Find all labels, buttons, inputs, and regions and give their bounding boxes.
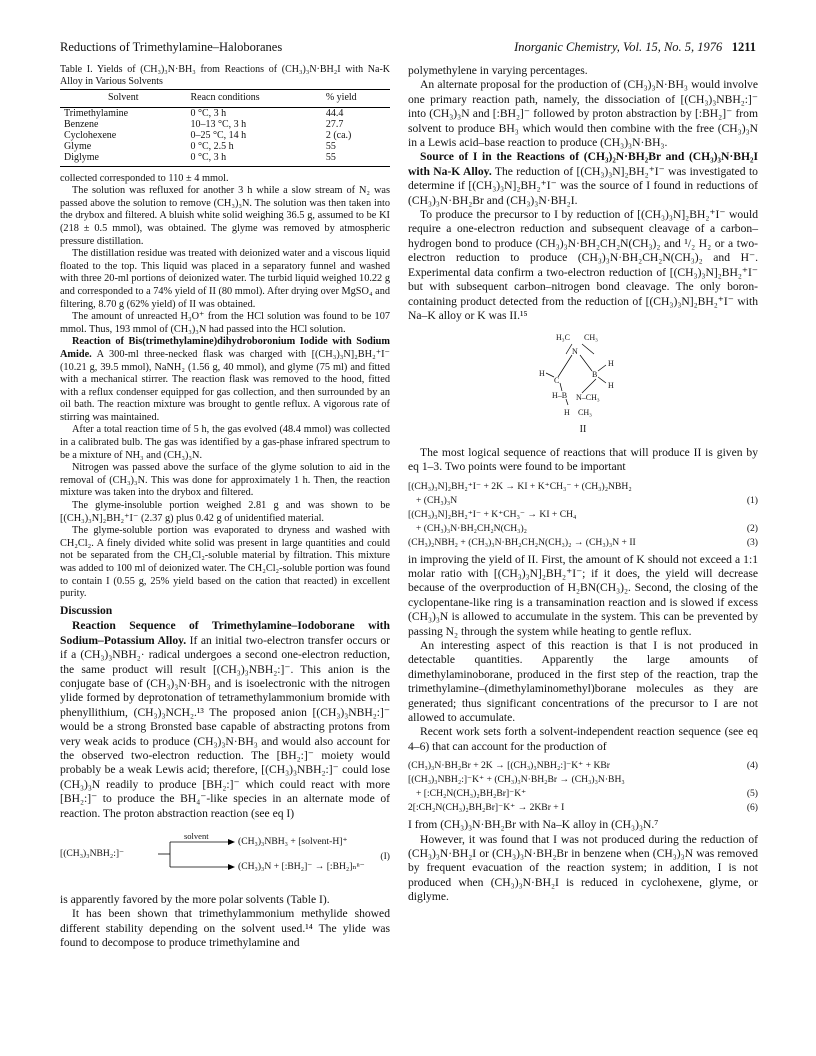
equation-2-number: (2)	[746, 522, 758, 534]
scheme-reactant: [(CH₃)₃NBH₂:]⁻	[60, 848, 125, 860]
section-heading-source: Source of I in the Reactions of (CH₃)₂N·BH₂Br and (CH₃)₃N·BH₂I with Na-K Alloy.	[408, 150, 758, 178]
atom-h3c: H₃C	[556, 333, 570, 343]
table-cell: 27.7	[325, 118, 344, 130]
structure-label: II	[579, 424, 587, 436]
right-column	[408, 64, 758, 905]
table-cell: 0 °C, 3 h	[186, 152, 321, 167]
paragraph: Nitrogen was passed above the surface of the glyme solution to aid in the removal of (CH₃)₃N. This was done for approximately 1 h. Then, the reaction mixture was taken into the drybox and filtered.	[60, 462, 390, 499]
table-cell: 55	[322, 152, 390, 167]
left-column	[60, 64, 390, 951]
source-text: The reduction of [(CH₃)₃N]₂BH₂⁺I⁻ was investigated to determine if [(CH₃)₃N]₂BH₂⁺I⁻ was the source of I found in reductions of (CH₃)₃N·BH₂Br and (CH₃)₃N·BH₂I.	[408, 164, 758, 207]
paragraph: The glyme-soluble portion was evaporated to dryness and washed with CH₂Cl₂. A finely divided white solid was present in large quantities and could not be separated from the CH₂Cl₂-soluble material by filtration. This mixture was added to 100 ml of deionized water. The CH₂Cl₂-soluble portion was found to contain I (0.55 g, 25% yield based on the cation that reacted) in excellent purity.	[60, 525, 390, 600]
paragraph: in improving the yield of II. First, the amount of K should not exceed a 1:1 molar ratio with [(CH₃)₃N]₂BH₂⁺I⁻; if it does, the yield will decrease because of the overproduction of H₂BN(CH₃)₂. Second, the closing of the cyclopentane-like ring is a transamination reaction and is slowed if excess (CH₃)₃N is allowed to accumulate in the system. This can be prevented by passing N₂ through the system while heating to gentle reflux.	[408, 552, 758, 638]
atom-n-bottom: N–CH₃	[576, 393, 600, 403]
atom-ch3-top: CH₃	[584, 333, 598, 343]
table-cell: Cyclohexene	[64, 129, 117, 141]
yields-table	[60, 89, 390, 167]
paragraph: Recent work sets forth a solvent-independent reaction sequence (see eq 4–6) that can account for the production of	[408, 725, 758, 753]
equation-2b	[408, 523, 758, 535]
table-row	[60, 130, 390, 141]
equation-2	[408, 509, 758, 521]
discussion-heading: Discussion	[60, 603, 113, 617]
table-cell: Diglyme	[60, 152, 186, 167]
equation-1-number: (1)	[746, 494, 758, 506]
paragraph: is apparently favored by the more polar solvents (Table I).	[60, 893, 330, 907]
equation-5-line-a: [(CH₃)₃NBH₂:]⁻K⁺ + (CH₃)₃N·BH₂Br → (CH₃)₃N·BH₃	[408, 774, 625, 786]
table-cell: 2 (ca.)	[325, 129, 352, 141]
journal-volume: Vol. 15, No. 5, 1976	[623, 40, 723, 54]
atom-n-top: N	[572, 347, 578, 357]
table-row	[60, 141, 390, 152]
table-cell: Glyme	[64, 140, 92, 152]
paragraph: polymethylene in varying percentages.	[408, 64, 588, 77]
paragraph: An alternate proposal for the production of (CH₃)₃N·BH₃ would involve one primary reaction path, namely, the dissociation of [(CH₃)₃NBH₂:]⁻ into (CH₃)₃N and [:BH₂]⁻ followed by proton abstraction by [:BH₂]⁻ from solvent to produce BH₃ which would then combine with the free (CH₃)₃N in a Lewis acid–base reaction to produce (CH₃)₃N·BH₃.	[408, 78, 758, 150]
table-header-row	[60, 90, 390, 108]
atom-h-right-bottom: H	[608, 381, 614, 391]
paragraph: The amount of unreacted H₃O⁺ from the HCl solution was found to be 107 mmol. Thus, 193 mmol of (CH₃)₃N had passed into the HCl solution.	[60, 311, 390, 335]
table-row	[60, 107, 390, 119]
equation-6-number: (6)	[746, 802, 758, 814]
paragraph: An interesting aspect of this reaction is that I is not produced in detectable quantities. Apparently the large amounts of dimethylaminoborane, produced in the first step of the reaction, trap the trimethylamine–(dimethylaminomethyl)borane molecules as they are generated; thus significant concentrations of the precursor to I are not allowed to accumulate.	[408, 638, 758, 724]
reaction-scheme-I	[60, 831, 390, 885]
equation-6-line: 2[:CH₂N(CH₃)₂BH₂Br]⁻K⁺ → 2KBr + I	[408, 802, 565, 814]
table-header-solvent: Solvent	[60, 90, 186, 108]
paragraph: However, it was found that I was not produced during the reduction of (CH₃)₃N·BH₂I or (CH₃)₃N·BH₂Br in benzene when (CH₃)₃N was removed by frequent evacuation of the reaction system; in addition, I is not produced when (CH₃)₃N·BH₂I is reduced in cyclohexene, glyme, or diglyme.	[408, 832, 758, 904]
table-header-yield: % yield	[322, 90, 390, 108]
table-header-conditions: Reacn conditions	[186, 90, 321, 108]
section-heading-amide: Reaction of Bis(trimethylamine)dihydroboronium Iodide with Sodium Amide.	[60, 336, 390, 360]
section-heading-sequence: Reaction Sequence of Trimethylamine–Iodoborane with Sodium–Potassium Alloy.	[60, 619, 390, 647]
table-cell: 0 °C, 2.5 h	[190, 140, 234, 152]
paragraph: To produce the precursor to I by reduction of [(CH₃)₃N]₂BH₂⁺I⁻ would require a one-electron reduction and subsequent cleavage of a carbon–hydrogen bond to produce (CH₃)₃N·BH₂CH₂N(CH₃)₂ and ¹/₂ H₂ or a two-electron reduction to produce (CH₃)₃N·BH₂CH₂N(CH₃)₂ and H⁻. Experimental data confirm a two-electron reduction of [(CH₃)₃N]₂BH₂⁺I⁻ but with subsequent carbon–nitrogen bond cleavage. The only boron-containing product detected from the reduction of [(CH₃)₃N]₂BH₂⁺I⁻ with Na–K alloy or K was II.¹⁵	[408, 208, 758, 322]
equations-1-3	[408, 481, 758, 549]
table-cell: Benzene	[64, 118, 99, 130]
equations-4-6	[408, 760, 758, 814]
equation-1b	[408, 495, 758, 507]
table-cell: 44.4	[325, 107, 344, 119]
running-title: Reductions of Trimethylamine–Haloboranes	[60, 40, 283, 54]
paragraph: The solution was refluxed for another 3 h while a slow stream of N₂ was passed above the solution to remove (CH₃)₃N. The solution was then taken into the drybox and filtered. A bluish white solid weighing 36.5 g, assumed to be KI (218 ± 0.5 mmol), was obtained. The glyme was removed by atmospheric pressure distillation.	[60, 185, 390, 247]
table-cell: 0 °C, 3 h	[190, 107, 227, 119]
discussion-text: If an initial two-electron transfer occurs or if a (CH₃)₃NBH₂· radical undergoes a second one-electron reduction, the same product will result [(CH₃)₃NBH₂:]⁻. This anion is the conjugate base of (CH₃)₃N·BH₃ and is isoelectronic with the nitrogen ylide formed by deprotonation of tetramethylammonium bromide with phenyllithium, (CH₃)₃NCH₂.¹³ The proposed anion [(CH₃)₃NBH₂:]⁻ would be a strong Bronsted base capable of abstracting protons from very weak acids to produce (CH₃)₃N·BH₃ and would also account for the observed two-electron reduction. The [BH₂:]⁻ moiety would probably be a weak Lewis acid; therefore, [(CH₃)₃NBH₂:]⁻ could lose (CH₃)₃N readily to produce [BH₂:]⁻ which could react with more [BH₂:]⁻ to produce the BH₄⁻-like species in an alternate mode of reaction. The proton abstraction reaction (see eq I)	[60, 633, 390, 820]
atom-c: C	[554, 376, 560, 386]
equation-5-number: (5)	[746, 788, 758, 800]
scheme-solvent-label: solvent	[184, 831, 209, 842]
source-paragraph	[408, 150, 758, 208]
atom-h-bottom: H	[564, 408, 570, 418]
equation-2-line-b: + (CH₃)₃N·BH₂CH₂N(CH₃)₂	[416, 522, 528, 534]
paragraph: The distillation residue was treated with deionized water and a viscous liquid floated to the top. This liquid was placed in a separatory funnel and washed with three 20-ml portions of deionized water. The turbid liquid weighed 10.22 g and corresponded to a 74% yield of II (80 mmol). After drying over MgSO₄ and filtering, 8.70 g (62% yield) of II was obtained.	[60, 248, 390, 310]
table-row	[60, 119, 390, 130]
equation-1	[408, 481, 758, 493]
discussion-paragraph	[60, 619, 390, 821]
table-cell: 10–13 °C, 3 h	[190, 118, 247, 130]
equation-4-number: (4)	[746, 760, 758, 772]
table-cell: Trimethylamine	[64, 107, 129, 119]
equation-1-line-a: [(CH₃)₃N]₂BH₂⁺I⁻ + 2K → KI + K⁺CH₃⁻ + (CH₃)₂NBH₂	[408, 480, 632, 492]
atom-hb: H–B	[552, 391, 568, 401]
atom-h-left: H	[539, 369, 545, 379]
equation-3-number: (3)	[746, 536, 758, 548]
table-row	[60, 152, 390, 167]
journal-name: Inorganic Chemistry,	[514, 40, 623, 54]
equation-5-line-b: + [:CH₂N(CH₃)₂BH₂Br]⁻K⁺	[416, 788, 527, 800]
paragraph: After a total reaction time of 5 h, the gas evolved (48.4 mmol) was collected in a calibrated bulb. The gas was identified by a gas-phase infrared spectrum to be a mixture of NH₃ and (CH₃)₃N.	[60, 424, 390, 461]
page-number: 1211	[731, 40, 756, 54]
paragraph: I from (CH₃)₃N·BH₂Br with Na–K alloy in (CH₃)₃N.⁷	[408, 818, 659, 832]
amide-text: A 300-ml three-necked flask was charged with [(CH₃)₃N]₂BH₂⁺I⁻ (10.21 g, 39.5 mmol), NaNH₂ (1.56 g, 40 mmol), and glyme (75 ml) and fitted with a mechanical stirrer. The reaction flask was removed to the hood, fitted with a reflux condenser equipped for gas collection, and then surrounded by an oil bath. The reaction mixture was brought to gentle reflux. A vigorous rate of stirring was maintained.	[60, 348, 390, 423]
equation-5b	[408, 788, 758, 800]
equation-3	[408, 537, 758, 549]
equation-1-line-b: + (CH₃)₃N	[416, 494, 458, 506]
paragraph: The glyme-insoluble portion weighed 2.81 g and was shown to be [(CH₃)₃N]₂BH₂⁺I⁻ (2.37 g) plus 0.42 g of unidentified material.	[60, 500, 390, 524]
atom-ch3-bottom: CH₃	[578, 408, 592, 418]
paragraph: The most logical sequence of reactions that will produce II is given by eq 1–3. Two points were found to be important	[408, 445, 758, 474]
scheme-number: (I)	[380, 851, 390, 863]
table-cell: 55	[325, 140, 336, 152]
equation-2-line-a: [(CH₃)₃N]₂BH₂⁺I⁻ + K⁺CH₃⁻ → KI + CH₄	[408, 508, 577, 520]
equation-3-line: (CH₃)₂NBH₂ + (CH₃)₃N·BH₂CH₂N(CH₃)₂ → (CH₃)₃N + II	[408, 536, 636, 548]
atom-b: B	[592, 370, 598, 380]
paragraph: It has been shown that trimethylammonium methylide showed different stability depending on the solvent used.¹⁴ The ylide was found to decompose to produce trimethylamine and	[60, 907, 390, 950]
running-header	[60, 40, 756, 60]
equation-5	[408, 774, 758, 786]
equation-4	[408, 760, 758, 772]
journal-citation	[514, 40, 756, 55]
scheme-product-top: (CH₃)₃NBH₃ + [solvent-H]⁺	[238, 836, 348, 848]
table-caption: Table I. Yields of (CH₃)₃N·BH₃ from Reactions of (CH₃)₃N·BH₂I with Na-K Alloy in Various Solvents	[60, 64, 390, 87]
paragraph: collected corresponded to 110 ± 4 mmol.	[60, 172, 229, 184]
amide-paragraph	[60, 336, 390, 424]
structure-II	[408, 329, 758, 419]
equation-6	[408, 802, 758, 814]
scheme-product-bottom: (CH₃)₃N + [:BH₂]⁻ → [:BH₂]ₙⁿ⁻	[238, 861, 365, 873]
atom-h-right-top: H	[608, 359, 614, 369]
equation-4-line: (CH₃)₃N·BH₂Br + 2K → [(CH₃)₃NBH₂:]⁻K⁺ + KBr	[408, 760, 610, 772]
table-cell: 0–25 °C, 14 h	[190, 129, 247, 141]
